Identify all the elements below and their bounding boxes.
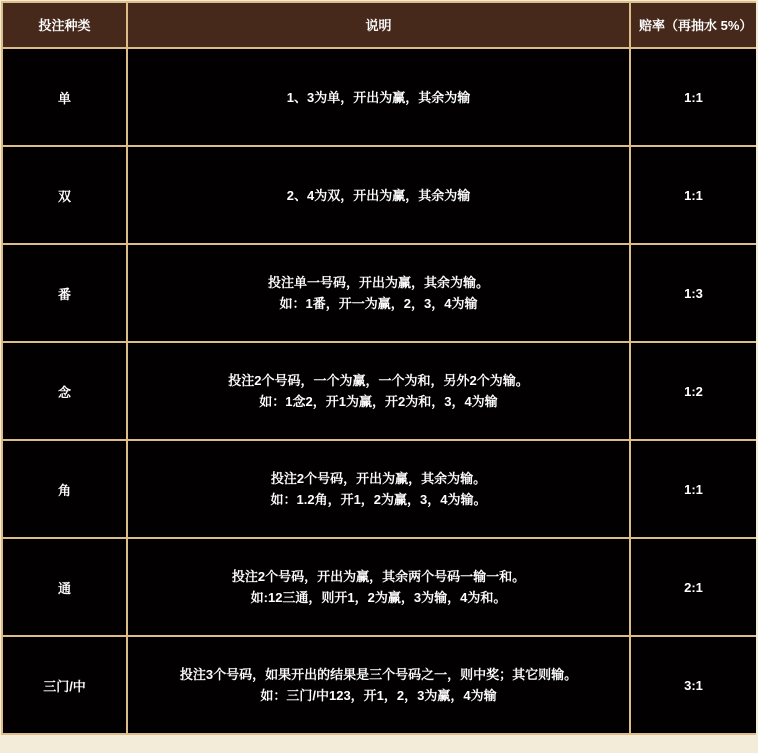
description-cell xyxy=(127,538,630,636)
table-row xyxy=(2,636,756,734)
table-row xyxy=(2,146,756,244)
description-cell xyxy=(127,636,630,734)
table-row xyxy=(2,342,756,440)
column-header-odds: 赔率（再抽水 5%） xyxy=(630,2,756,48)
odds-value: 1:2 xyxy=(684,383,703,399)
description-line: 投注2个号码，开出为赢，其余两个号码一输一和。 xyxy=(231,569,526,584)
bet-type-label: 通 xyxy=(57,580,71,596)
description-line: 如：三门/中123，开1，2，3为赢，4为输 xyxy=(260,688,497,703)
description-line: 如：1番，开一为赢，2，3，4为输 xyxy=(279,296,478,311)
odds-cell xyxy=(630,146,756,244)
bet-type-label: 念 xyxy=(57,384,71,400)
table-row xyxy=(2,538,756,636)
description-cell xyxy=(127,244,630,342)
odds-cell xyxy=(630,342,756,440)
table-body xyxy=(2,48,756,734)
description-line: 投注3个号码，如果开出的结果是三个号码之一，则中奖；其它则输。 xyxy=(179,667,578,682)
table-header xyxy=(2,2,756,48)
description-cell xyxy=(127,342,630,440)
odds-value: 2:1 xyxy=(684,579,703,595)
description-cell xyxy=(127,48,630,146)
bet-type-label: 角 xyxy=(57,482,71,498)
rules-table-container xyxy=(1,1,756,751)
odds-value: 1:1 xyxy=(684,89,703,105)
column-header-bet-type: 投注种类 xyxy=(2,2,127,48)
description-line: 如:12三通，则开1，2为赢，3为输，4为和。 xyxy=(250,590,507,605)
bet-type-cell xyxy=(2,342,127,440)
odds-cell xyxy=(630,538,756,636)
column-header-description: 说明 xyxy=(127,2,630,48)
description-line: 投注2个号码，开出为赢，其余为输。 xyxy=(270,471,487,486)
bet-type-cell xyxy=(2,244,127,342)
bet-type-cell xyxy=(2,440,127,538)
odds-value: 1:1 xyxy=(684,187,703,203)
odds-cell xyxy=(630,48,756,146)
odds-cell xyxy=(630,636,756,734)
description-line: 2、4为双，开出为赢，其余为输 xyxy=(286,187,471,203)
header-row xyxy=(2,2,756,48)
description-line: 如：1.2角，开1，2为赢，3，4为输。 xyxy=(270,492,487,507)
odds-cell xyxy=(630,244,756,342)
bet-type-cell xyxy=(2,538,127,636)
odds-cell xyxy=(630,440,756,538)
bet-type-label: 番 xyxy=(57,286,71,302)
description-line: 如：1念2，开1为赢，开2为和，3，4为输 xyxy=(259,394,498,409)
bet-type-label: 三门/中 xyxy=(43,678,86,694)
odds-value: 1:1 xyxy=(684,481,703,497)
description-line: 投注单一号码，开出为赢，其余为输。 xyxy=(267,275,489,290)
description-line: 1、3为单，开出为赢，其余为输 xyxy=(286,89,471,105)
table-row xyxy=(2,244,756,342)
bet-type-label: 单 xyxy=(57,90,71,106)
betting-odds-table xyxy=(1,1,756,735)
description-cell xyxy=(127,146,630,244)
bet-type-cell xyxy=(2,146,127,244)
odds-value: 1:3 xyxy=(684,285,703,301)
odds-value: 3:1 xyxy=(684,677,703,693)
bet-type-label: 双 xyxy=(57,188,71,204)
description-line: 投注2个号码，一个为赢，一个为和，另外2个为输。 xyxy=(228,373,529,388)
table-row xyxy=(2,440,756,538)
description-cell xyxy=(127,440,630,538)
table-row xyxy=(2,48,756,146)
bet-type-cell xyxy=(2,48,127,146)
bet-type-cell xyxy=(2,636,127,734)
